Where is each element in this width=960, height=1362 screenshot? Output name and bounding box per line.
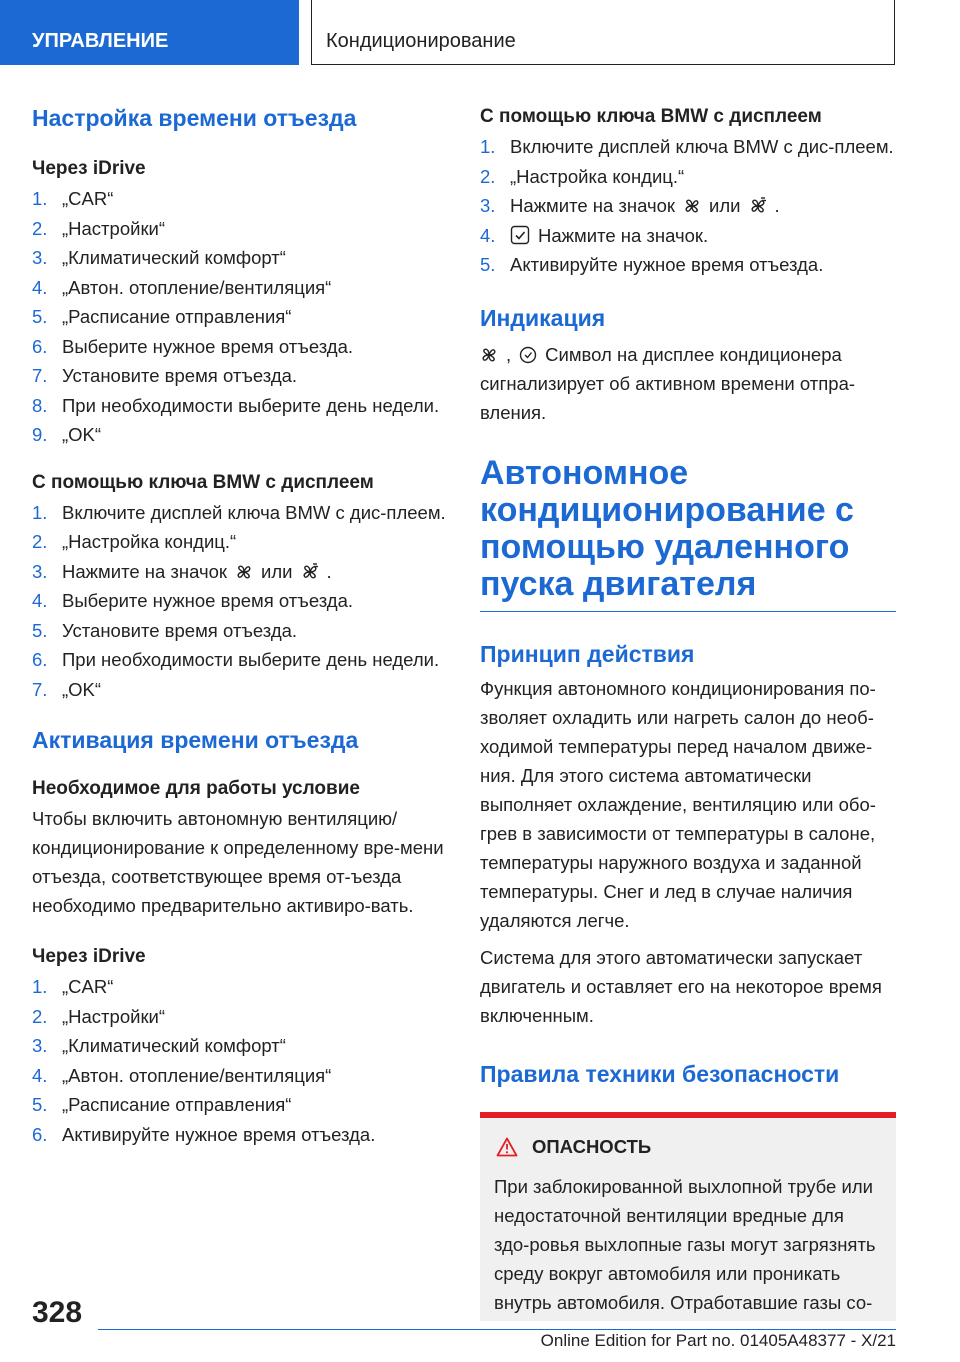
- idrive-heading-2: Через iDrive: [32, 946, 146, 967]
- right-column: [480, 100, 896, 1321]
- list-item: 6. Выберите нужное время отъезда.: [32, 335, 353, 357]
- footer-divider: [98, 1329, 896, 1330]
- list-item: 8. При необходимости выберите день недели.: [32, 394, 440, 416]
- section-title-departure-time: Настройка времени отъезда: [32, 105, 357, 131]
- list-item: 2. „Настройка кондиц.“: [32, 531, 237, 552]
- fan-icon: [480, 346, 498, 364]
- principle-paragraph-2: Система для этого автоматически запускает двигатель и оставляет его на некоторое время включенным.: [480, 946, 882, 1026]
- key-display-steps: [32, 498, 450, 705]
- idrive-steps-list-2: [32, 972, 450, 1149]
- idrive-steps-list: [32, 184, 450, 450]
- list-item: 4. „Автон. отопление/вентиляция“: [32, 276, 332, 298]
- timer-icon: [519, 346, 537, 364]
- section-title-safety: Правила техники безопасности: [480, 1060, 840, 1087]
- list-item: 6. При необходимости выберите день недели.: [32, 649, 440, 670]
- list-item: 9. „OK“: [32, 424, 102, 445]
- list-item: 3. Нажмите на значок или .: [32, 560, 332, 582]
- list-item: 2. „Настройки“: [32, 217, 166, 239]
- list-item: 2. „Настройки“: [32, 1005, 166, 1027]
- indication-text: , Символ на дисплее кондиционера сигнализирует об активном времени отпра-вления.: [480, 343, 856, 423]
- list-item: 4. Нажмите на значок.: [480, 224, 709, 246]
- list-item: 1. Включите дисплей ключа BMW с дис-плеем.: [32, 501, 446, 523]
- requirement-heading: Необходимое для работы условие: [32, 778, 360, 799]
- footer-edition: Online Edition for Part no. 01405A48377 - X/21: [540, 1331, 896, 1350]
- left-column: [32, 100, 450, 1149]
- list-item: 1. „CAR“: [32, 188, 114, 209]
- page-number: 328: [32, 1296, 83, 1329]
- list-item: 7. „OK“: [32, 678, 102, 700]
- idrive-heading: Через iDrive: [32, 158, 146, 179]
- section-title-activation: Активация времени отъезда: [32, 727, 359, 753]
- list-item: 5. „Расписание отправления“: [32, 306, 292, 327]
- chapter-heading-remote-start: Автономное кондиционирование с помощью удаленного пуска двигателя: [480, 455, 896, 612]
- section-title-indication: Индикация: [480, 304, 606, 331]
- key-display-heading: С помощью ключа BMW с дисплеем: [32, 471, 374, 493]
- section-tab: УПРАВЛЕНИЕ: [0, 0, 299, 65]
- warning-label: ОПАСНОСТЬ: [532, 1135, 652, 1157]
- principle-paragraph-1: Функция автономного кондиционирования по-зволяет охладить или нагреть салон до необ-ходимой температуры перед началом движе-ния. Для этого система автоматически выполняет охлаждение, вентиляцию или обо-грев в зависимости от температуры в салоне, температуры наружного воздуха и заданной температуры. Снег и лед в случае наличия удаляются легче.: [480, 677, 876, 931]
- list-item: 3. „Климатический комфорт“: [32, 1035, 286, 1056]
- section-title-principle: Принцип действия: [480, 640, 695, 667]
- list-item: 2. „Настройка кондиц.“: [480, 165, 685, 187]
- list-item: 5. Активируйте нужное время отъезда.: [480, 254, 824, 275]
- list-item: 6. Активируйте нужное время отъезда.: [32, 1123, 376, 1145]
- fan-auto-icon: [749, 197, 767, 215]
- list-item: 1. Включите дисплей ключа BMW с дис-плеем.: [480, 136, 894, 157]
- list-item: 5. „Расписание отправления“: [32, 1094, 292, 1115]
- list-item: 1. „CAR“: [32, 976, 114, 997]
- list-item: 4. „Автон. отопление/вентиляция“: [32, 1064, 332, 1086]
- warning-text: При заблокированной выхлопной трубе или недостаточной вентиляции вредные для здо-ровья выхлопные газы могут загрязнять среду вокруг автомобиля или проникать внутрь автомобиля. Отработавшие газы со-: [494, 1175, 876, 1313]
- list-item: 4. Выберите нужное время отъезда.: [32, 590, 353, 611]
- key-display-heading-2: С помощью ключа BMW с дисплеем: [480, 106, 822, 127]
- chapter-title: Кондиционирование: [311, 0, 895, 65]
- fan-icon: [683, 197, 701, 215]
- list-item: 7. Установите время отъезда.: [32, 365, 298, 386]
- fan-icon: [235, 563, 253, 581]
- fan-auto-icon: [301, 563, 319, 581]
- list-item: 5. Установите время отъезда.: [32, 619, 298, 641]
- key-display-steps-2: [480, 132, 896, 280]
- warning-triangle-icon: [496, 1136, 518, 1166]
- danger-warning-box: [480, 1112, 896, 1321]
- list-item: 3. Нажмите на значок или .: [480, 195, 780, 216]
- check-display-icon: [510, 225, 530, 245]
- list-item: 3. „Климатический комфорт“: [32, 247, 286, 268]
- requirement-text: Чтобы включить автономную вентиляцию/кондиционирование к определенному вре-мени отъезда, соответствующее время от-ъезда необходимо предварительно активиро-вать.: [32, 808, 444, 916]
